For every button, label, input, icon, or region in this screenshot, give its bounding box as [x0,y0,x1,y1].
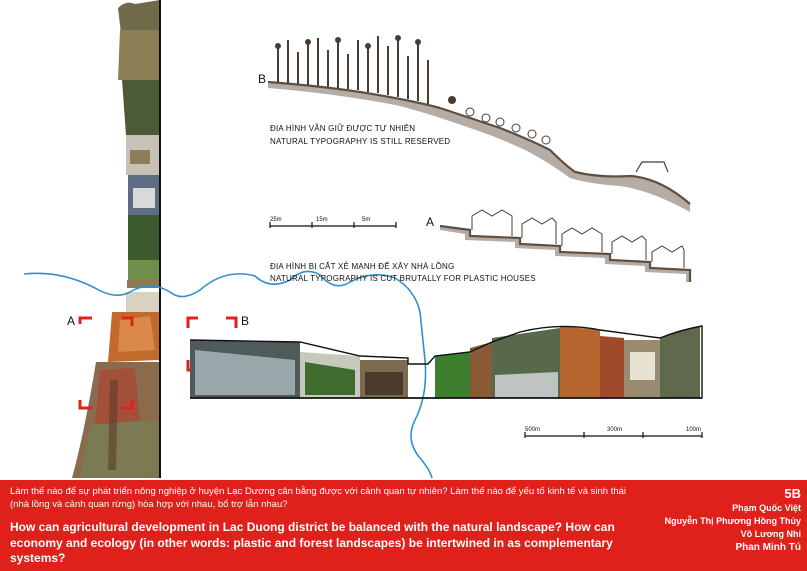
section-scale-label-5m: 5m [362,217,371,223]
question-english: How can agricultural development in Lac Duong district be balanced with the natural landscape? How can economy and ecology (in other words: plastic and forest landscapes) be intertwined in as complementary systems? [10,520,615,565]
elevation-scale-label-100m: 100m [686,427,702,433]
section-a-marker: A [426,215,435,229]
author-name: Võ Lương Nhi [740,529,801,539]
section-scale-bar [270,222,396,228]
section-scale-label-25m: 25m [270,217,282,223]
section-scale-label-15m: 15m [316,217,328,223]
team-code: 5B [784,486,801,501]
question-vietnamese: Làm thế nào để sự phát triển nông nghiệp ở huyện Lạc Dương cân bằng được với cảnh quan tự nhiên? Làm thế nào để yếu tố kinh tế và sinh thái (nhà lồng và cảnh quan rừng) hòa hợp với nhau, bổ trợ lẫn nhau? [10,486,627,510]
footer-banner [0,480,807,571]
map-marker-b: B [241,314,250,328]
author-name: Nguyễn Thị Phương Hồng Thủy [664,516,801,526]
elevation-scale-label-500m: 500m [525,427,541,433]
team-credits [665,486,801,554]
elevation-scale-label-300m: 300m [607,427,623,433]
elevation-photo-collage [190,326,702,398]
section-b-caption-vi: ĐỊA HÌNH VẪN GIỮ ĐƯỢC TỰ NHIÊN [270,124,416,133]
author-name: Phan Minh Tú [735,542,801,553]
section-a-caption-vi: ĐỊA HÌNH BỊ CẮT XẺ MẠNH ĐỂ XÂY NHÀ LỒNG [270,262,455,271]
section-b-marker: B [258,72,267,86]
map-marker-a: A [67,314,76,328]
vertical-photo-strip [72,0,160,478]
author-name: Phạm Quốc Việt [732,503,801,513]
section-b-caption-en: NATURAL TYPOGRAPHY IS STILL RESERVED [270,137,451,146]
section-a-caption-en: NATURAL TYPOGRAPHY IS CUT BRUTALLY FOR PLASTIC HOUSES [270,274,536,283]
section-a-drawing [440,210,690,282]
